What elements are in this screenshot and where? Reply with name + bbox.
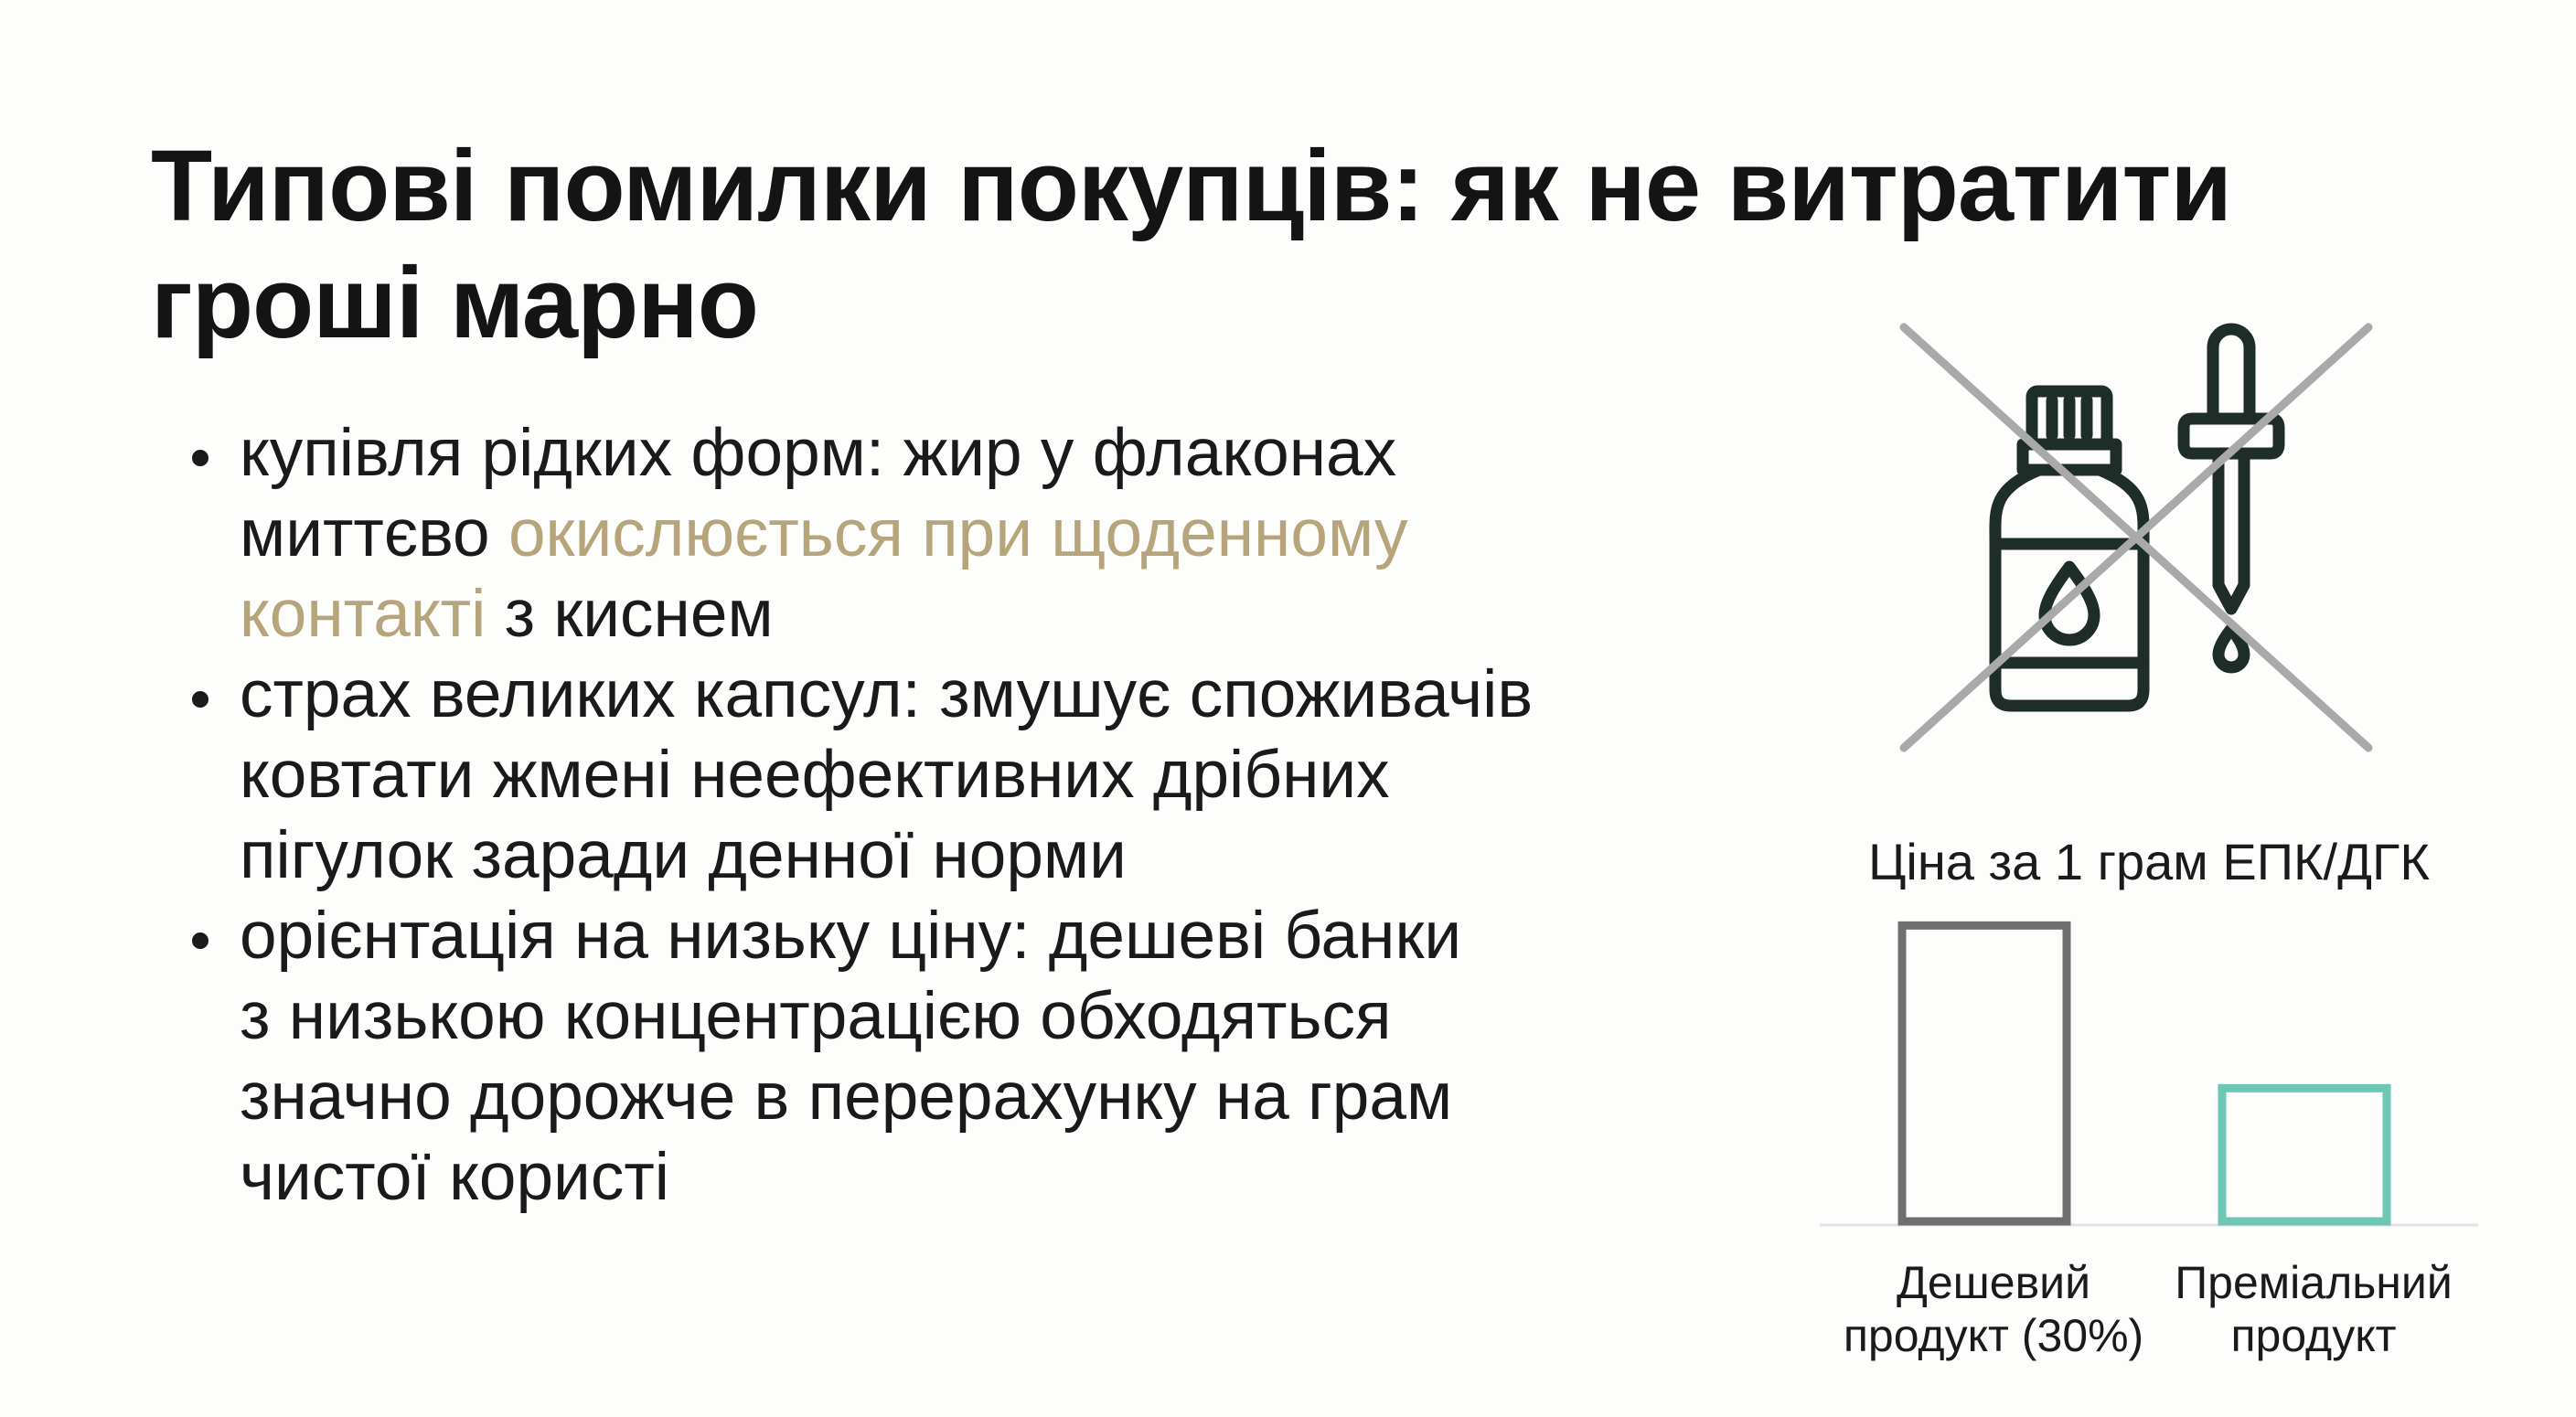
chart-category-label — [1829, 1256, 2158, 1362]
bullet-line — [240, 735, 1669, 815]
bullet-text: з низькою концентрацією обходяться — [240, 979, 1392, 1053]
chart-bar — [1902, 925, 2067, 1221]
bullet-text: ковтати жмені неефективних дрібних — [240, 738, 1390, 812]
dropper-bulb — [2213, 329, 2250, 419]
price-per-gram-bar-chart — [1820, 896, 2478, 1243]
category-label-line: Преміальний — [2175, 1257, 2453, 1308]
bullet-text: пігулок заради денної норми — [240, 818, 1127, 892]
category-label-line: продукт (30%) — [1843, 1310, 2144, 1361]
bottle-body — [1995, 470, 2143, 706]
highlighted-text: окислюється при щоденному — [508, 496, 1408, 570]
bullet-line — [240, 896, 1669, 976]
slide-title-line: гроші марно — [151, 247, 758, 359]
bullet-item — [187, 413, 1669, 655]
bullet-text: купівля рідких форм: жир у флаконах — [240, 416, 1397, 490]
no-liquid-oil-illustration — [1884, 311, 2396, 768]
bullet-line — [240, 1057, 1669, 1137]
bullet-text: значно дорожче в перерахунку на грам — [240, 1060, 1453, 1134]
bullet-text: чистої користі — [240, 1140, 669, 1214]
dropper-icon — [2184, 329, 2279, 667]
bullet-text: страх великих капсул: змушує споживачів — [240, 657, 1534, 731]
bullet-line — [240, 413, 1669, 494]
bullet-item — [187, 655, 1669, 896]
cross-out-icon — [1904, 327, 2368, 748]
chart-category-label — [2149, 1256, 2478, 1362]
category-label-line: Дешевий — [1896, 1257, 2090, 1308]
dropper-tube — [2218, 453, 2244, 609]
bullet-text: орієнтація на низьку ціну: дешеві банки — [240, 899, 1462, 973]
highlighted-text: контакті — [240, 577, 486, 651]
bullet-line — [240, 976, 1669, 1057]
chart-bar — [2222, 1088, 2387, 1221]
bullet-text: з киснем — [486, 577, 774, 651]
bullet-text: миттєво — [240, 496, 508, 570]
bullet-line — [240, 494, 1669, 574]
bullet-item — [187, 896, 1669, 1218]
slide-title-line: Типові помилки покупців: як не витратити — [151, 130, 2232, 242]
bullet-line — [240, 655, 1669, 735]
bullet-line — [240, 815, 1669, 896]
category-label-line: продукт — [2230, 1310, 2397, 1361]
chart-title: Ціна за 1 грам ЕПК/ДГК — [1867, 833, 2430, 890]
bullet-line — [240, 1137, 1669, 1218]
bullet-list — [187, 413, 1669, 1218]
bullet-line — [240, 574, 1669, 655]
